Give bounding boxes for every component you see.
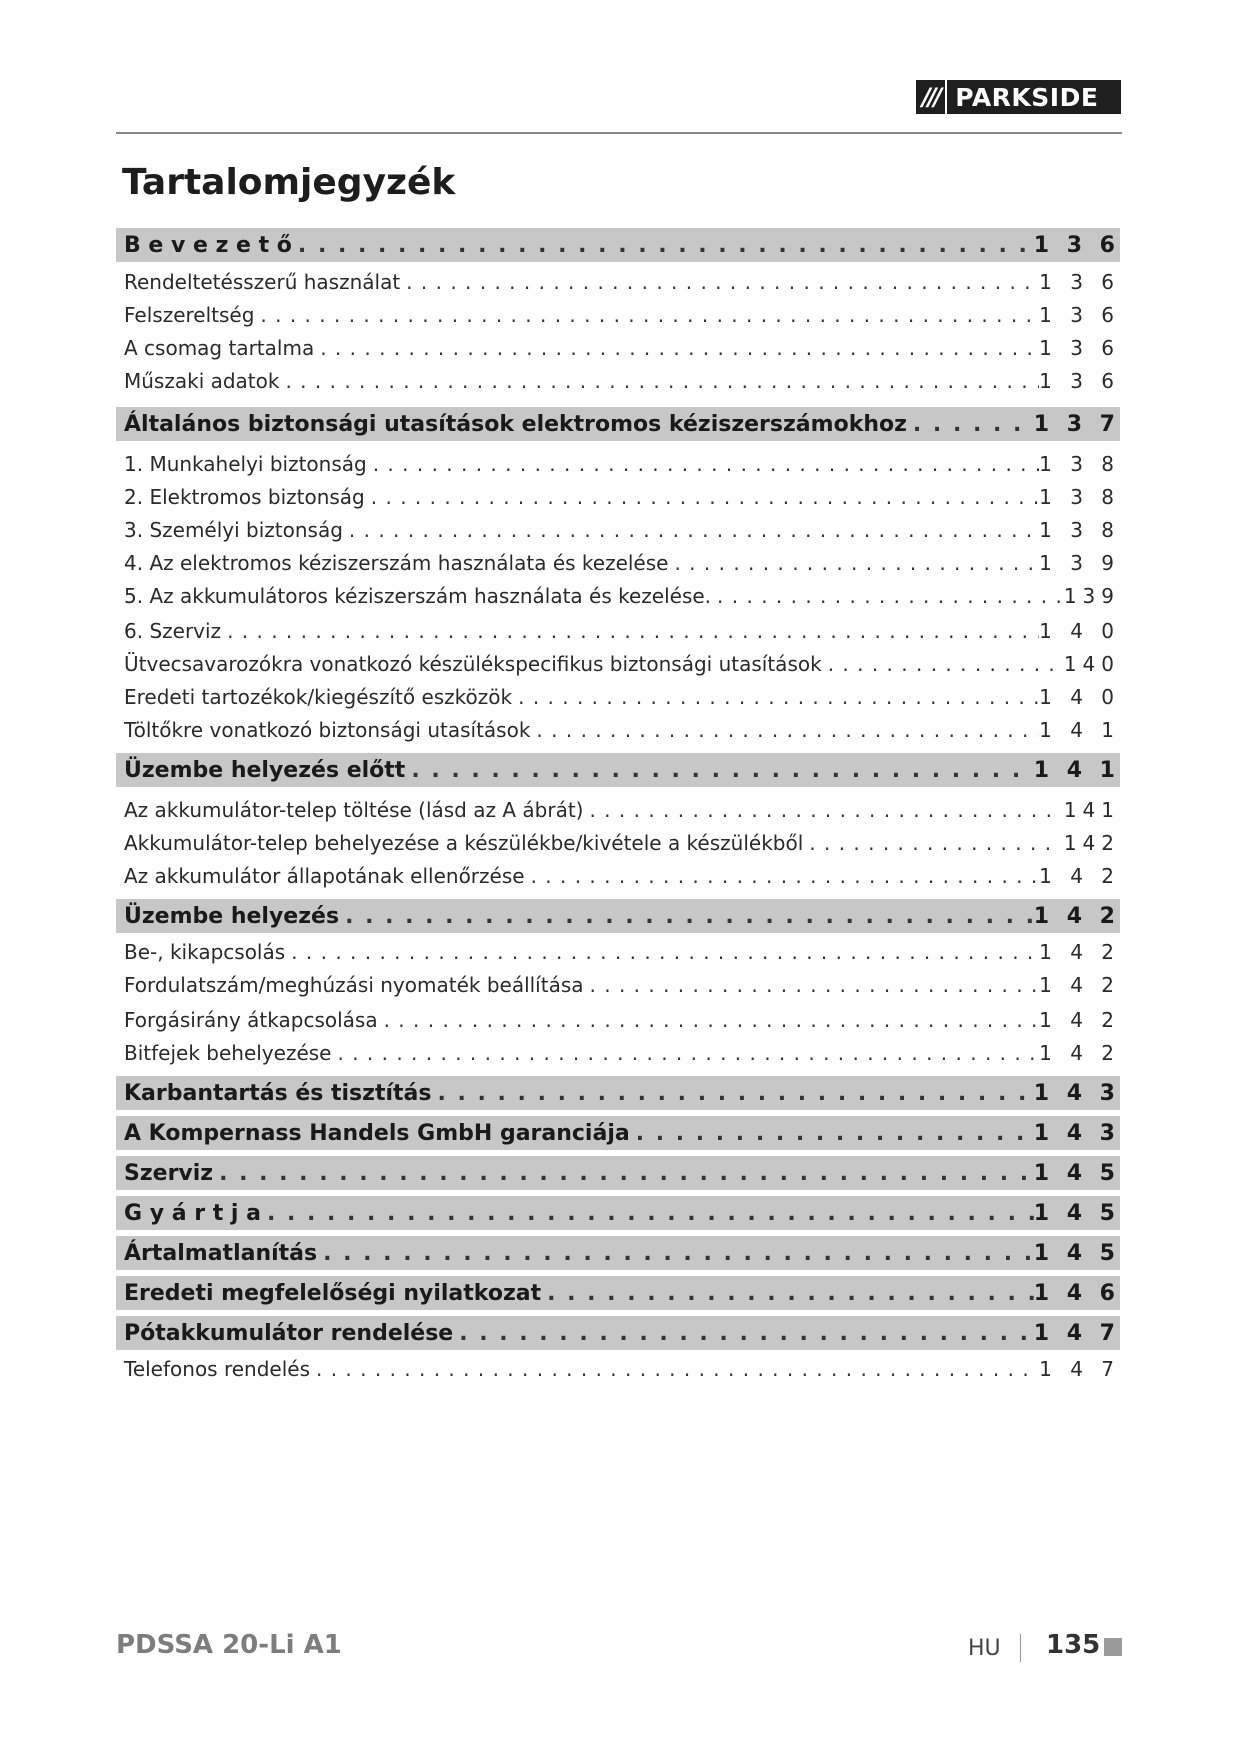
- toc-section-row: [116, 228, 1120, 262]
- toc-section-label: Eredeti megfelelőségi nyilatkozat: [124, 1280, 542, 1306]
- page-title: Tartalomjegyzék: [122, 162, 456, 203]
- toc-page-number: 1 3 6: [1039, 369, 1120, 393]
- toc-item-row: [116, 713, 1120, 747]
- toc-page-number: 139: [1063, 584, 1120, 608]
- toc-item-row: [116, 480, 1120, 514]
- toc-leader-dots: [453, 1321, 1034, 1346]
- toc-leader-dots: [331, 1041, 1039, 1065]
- toc-page-number: 142: [1063, 831, 1120, 855]
- toc-item-label: Műszaki adatok: [124, 369, 280, 393]
- toc-section-label: G y á r t j a: [124, 1200, 261, 1226]
- toc-item-label: 1. Munkahelyi biztonság: [124, 452, 367, 476]
- toc-leader-dots: [285, 940, 1039, 964]
- toc-item-row: [116, 968, 1120, 1002]
- toc-item-row: [116, 680, 1120, 714]
- toc-item-label: 6. Szerviz: [124, 619, 222, 643]
- toc-item-label: Eredeti tartozékok/kiegészítő eszközök: [124, 685, 513, 709]
- toc-page-number: 1 3 6: [1039, 336, 1120, 360]
- toc-item-row: [116, 859, 1120, 893]
- toc-leader-dots: [378, 1008, 1040, 1032]
- toc-page-number: 1 3 8: [1039, 518, 1120, 542]
- toc-section-label: Karbantartás és tisztítás: [124, 1080, 432, 1106]
- logo-slashes: ///: [922, 83, 940, 111]
- toc-leader-dots: [541, 1281, 1034, 1306]
- toc-item-label: 3. Személyi biztonság: [124, 518, 343, 542]
- toc-section-label: Üzembe helyezés előtt: [124, 757, 406, 783]
- toc-item-label: Fordulatszám/meghúzási nyomaték beállítása: [124, 973, 584, 997]
- toc-item-label: Bitfejek behelyezése: [124, 1041, 332, 1065]
- toc-leader-dots: [213, 1161, 1034, 1186]
- toc-leader-dots: [254, 303, 1039, 327]
- toc-item-row: [116, 298, 1120, 332]
- toc-item-label: Az akkumulátor-telep töltése (lásd az A ábrát): [124, 798, 584, 822]
- toc-section-row: [116, 1276, 1120, 1310]
- toc-item-row: [116, 364, 1120, 398]
- toc-item-row: [116, 614, 1120, 648]
- toc-page-number: 1 4 0: [1039, 619, 1120, 643]
- toc-item-label: Akkumulátor-telep behelyezése a készülékbe/kivétele a készülékből: [124, 831, 804, 855]
- toc-item-label: Felszereltség: [124, 303, 255, 327]
- toc-page-number: 1 4 2: [1039, 864, 1120, 888]
- toc-section-label: Általános biztonsági utasítások elektromos kéziszerszámokhoz: [124, 411, 907, 437]
- toc-leader-dots: [292, 233, 1034, 258]
- toc-leader-dots: [310, 1357, 1039, 1381]
- toc-page-number: 1 4 2: [1039, 1008, 1120, 1032]
- toc-item-row: [116, 546, 1120, 580]
- footer-model: PDSSA 20-Li A1: [116, 1630, 342, 1660]
- toc-page-number: 1 4 0: [1039, 685, 1120, 709]
- toc-leader-dots: [405, 758, 1033, 783]
- toc-page-number: 1 4 7: [1039, 1357, 1120, 1381]
- toc-section-label: Üzembe helyezés: [124, 903, 340, 929]
- toc-item-label: Az akkumulátor állapotának ellenőrzése: [124, 864, 525, 888]
- toc-section-row: [116, 1116, 1120, 1150]
- toc-leader-dots: [339, 904, 1034, 929]
- toc-leader-dots: [365, 485, 1039, 509]
- toc-section-row: [116, 1076, 1120, 1110]
- toc-item-row: [116, 826, 1120, 860]
- toc-page-number: 1 4 5: [1033, 1200, 1120, 1226]
- toc-item-label: Töltőkre vonatkozó biztonsági utasítások: [124, 718, 531, 742]
- logo-text: PARKSIDE: [955, 82, 1099, 112]
- toc-leader-dots: [221, 619, 1039, 643]
- toc-item-row: [116, 793, 1120, 827]
- toc-page-number: 1 3 6: [1039, 303, 1120, 327]
- toc-item-row: [116, 935, 1120, 969]
- toc-section-row: [116, 1156, 1120, 1190]
- toc-item-row: [116, 579, 1120, 613]
- toc-section-row: [116, 407, 1120, 441]
- toc-leader-dots: [907, 412, 1034, 437]
- toc-page-number: 1 4 5: [1033, 1160, 1120, 1186]
- toc-item-label: Be-, kikapcsolás: [124, 940, 286, 964]
- toc-page-number: 1 4 7: [1033, 1320, 1120, 1346]
- toc-leader-dots: [584, 973, 1040, 997]
- toc-item-row: [116, 647, 1120, 681]
- toc-leader-dots: [512, 685, 1039, 709]
- toc-page-number: 1 3 6: [1039, 270, 1120, 294]
- toc-item-row: [116, 513, 1120, 547]
- toc-section-label: B e v e z e t ő: [124, 232, 292, 258]
- toc-page-number: 1 4 3: [1033, 1120, 1120, 1146]
- toc-item-row: [116, 1003, 1120, 1037]
- toc-section-label: Ártalmatlanítás: [124, 1240, 318, 1266]
- toc-section-label: Pótakkumulátor rendelése: [124, 1320, 454, 1346]
- toc-section-row: [116, 1196, 1120, 1230]
- toc-leader-dots: [822, 652, 1060, 676]
- toc-item-label: Ütvecsavarozókra vonatkozó készülékspecifikus biztonsági utasítások: [124, 652, 822, 676]
- toc-item-row: [116, 265, 1120, 299]
- toc-leader-dots: [367, 452, 1039, 476]
- toc-leader-dots: [583, 798, 1060, 822]
- toc-item-row: [116, 1352, 1120, 1386]
- toc-leader-dots: [317, 1241, 1034, 1266]
- toc-leader-dots: [530, 718, 1039, 742]
- toc-item-row: [116, 447, 1120, 481]
- toc-item-label: 5. Az akkumulátoros kéziszerszám használata és kezelése.: [124, 584, 712, 608]
- toc-leader-dots: [261, 1201, 1034, 1226]
- toc-page-number: 1 4 1: [1039, 718, 1120, 742]
- toc-leader-dots: [630, 1121, 1034, 1146]
- toc-section-row: [116, 1316, 1120, 1350]
- toc-page-number: 1 3 9: [1039, 551, 1120, 575]
- footer-page-number: 135: [1046, 1630, 1101, 1660]
- toc-leader-dots: [343, 518, 1039, 542]
- footer-square-icon: [1104, 1638, 1122, 1656]
- toc-leader-dots: [431, 1081, 1033, 1106]
- footer-language: HU: [968, 1636, 1001, 1661]
- toc-page-number: 1 3 8: [1039, 485, 1120, 509]
- toc-page-number: 1 4 1: [1033, 757, 1120, 783]
- toc-page-number: 1 4 2: [1039, 1041, 1120, 1065]
- toc-leader-dots: [668, 551, 1039, 575]
- toc-page-number: 1 3 8: [1039, 452, 1120, 476]
- toc-item-row: [116, 1036, 1120, 1070]
- toc-page-number: 1 4 2: [1039, 940, 1120, 964]
- toc-leader-dots: [279, 369, 1039, 393]
- footer-divider: [1020, 1634, 1021, 1662]
- toc-leader-dots: [525, 864, 1040, 888]
- toc-section-label: Szerviz: [124, 1160, 214, 1186]
- toc-leader-dots: [400, 270, 1039, 294]
- toc-page-number: 1 4 2: [1033, 903, 1120, 929]
- toc-page-number: 141: [1063, 798, 1120, 822]
- toc-item-label: Rendeltetésszerű használat: [124, 270, 401, 294]
- toc-item-label: 2. Elektromos biztonság: [124, 485, 365, 509]
- toc-page-number: 1 3 7: [1033, 411, 1120, 437]
- toc-page-number: 140: [1063, 652, 1120, 676]
- toc-page-number: 1 4 2: [1039, 973, 1120, 997]
- toc-section-label: A Kompernass Handels GmbH garanciája: [124, 1120, 630, 1146]
- toc-page-number: 1 4 6: [1033, 1280, 1120, 1306]
- toc-item-label: Telefonos rendelés: [124, 1357, 310, 1381]
- toc-page-number: 1 4 5: [1033, 1240, 1120, 1266]
- toc-leader-dots: [314, 336, 1039, 360]
- toc-page-number: 1 4 3: [1033, 1080, 1120, 1106]
- toc-item-label: 4. Az elektromos kéziszerszám használata és kezelése: [124, 551, 669, 575]
- toc-item-row: [116, 331, 1120, 365]
- toc-section-row: [116, 1236, 1120, 1270]
- toc-section-row: [116, 899, 1120, 933]
- toc-page-number: 1 3 6: [1033, 232, 1120, 258]
- toc-leader-dots: [803, 831, 1060, 855]
- toc-leader-dots: [711, 584, 1060, 608]
- toc-item-label: Forgásirány átkapcsolása: [124, 1008, 378, 1032]
- toc-item-label: A csomag tartalma: [124, 336, 315, 360]
- toc-section-row: [116, 753, 1120, 787]
